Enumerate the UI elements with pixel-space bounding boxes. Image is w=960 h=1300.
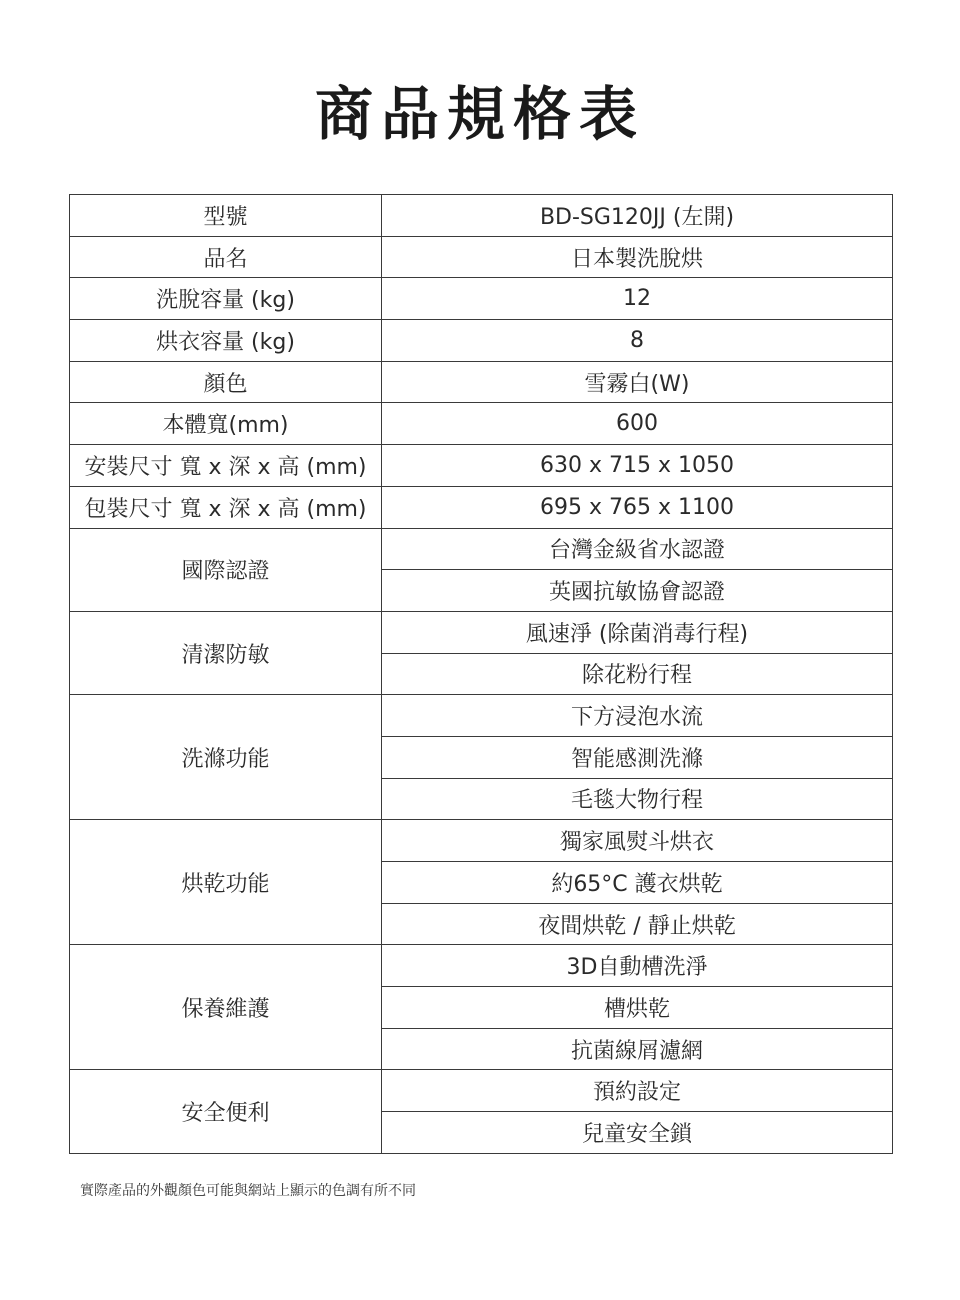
spec-label: 包裝尺寸 寬 x 深 x 高 (mm) bbox=[70, 486, 382, 528]
spec-label: 洗滌功能 bbox=[70, 695, 382, 820]
spec-value: 夜間烘乾 / 靜止烘乾 bbox=[382, 903, 893, 945]
spec-label: 清潔防敏 bbox=[70, 611, 382, 694]
spec-value: 雪霧白(W) bbox=[382, 361, 893, 403]
spec-value: 預約設定 bbox=[382, 1070, 893, 1112]
table-row bbox=[70, 528, 893, 570]
spec-value: 日本製洗脫烘 bbox=[382, 236, 893, 278]
spec-label: 顏色 bbox=[70, 361, 382, 403]
spec-value: 抗菌線屑濾網 bbox=[382, 1028, 893, 1070]
spec-table bbox=[69, 194, 893, 1154]
spec-value: 695 x 765 x 1100 bbox=[382, 486, 893, 528]
table-row bbox=[70, 945, 893, 987]
table-row bbox=[70, 361, 893, 403]
spec-value: 3D自動槽洗淨 bbox=[382, 945, 893, 987]
spec-value: 8 bbox=[382, 320, 893, 362]
spec-value: 風速淨 (除菌消毒行程) bbox=[382, 611, 893, 653]
spec-value: 獨家風熨斗烘衣 bbox=[382, 820, 893, 862]
table-row bbox=[70, 236, 893, 278]
spec-value: 下方浸泡水流 bbox=[382, 695, 893, 737]
spec-label: 安裝尺寸 寬 x 深 x 高 (mm) bbox=[70, 445, 382, 487]
spec-label: 本體寬(mm) bbox=[70, 403, 382, 445]
table-row bbox=[70, 820, 893, 862]
spec-table-body bbox=[70, 195, 893, 1154]
spec-value: 毛毯大物行程 bbox=[382, 778, 893, 820]
spec-value: 智能感測洗滌 bbox=[382, 736, 893, 778]
spec-label: 烘乾功能 bbox=[70, 820, 382, 945]
spec-value: 除花粉行程 bbox=[382, 653, 893, 695]
spec-value: 約65°C 護衣烘乾 bbox=[382, 862, 893, 904]
page-title: 商品規格表 bbox=[314, 80, 645, 148]
disclaimer-note: 實際產品的外觀顏色可能與網站上顯示的色調有所不同 bbox=[80, 1183, 416, 1199]
spec-label: 安全便利 bbox=[70, 1070, 382, 1153]
spec-label: 保養維護 bbox=[70, 945, 382, 1070]
spec-value: 12 bbox=[382, 278, 893, 320]
table-row bbox=[70, 195, 893, 237]
table-row bbox=[70, 278, 893, 320]
table-row bbox=[70, 695, 893, 737]
spec-label: 國際認證 bbox=[70, 528, 382, 611]
spec-value: BD-SG120JJ (左開) bbox=[382, 195, 893, 237]
spec-label: 洗脫容量 (kg) bbox=[70, 278, 382, 320]
table-row bbox=[70, 320, 893, 362]
table-row bbox=[70, 445, 893, 487]
table-row bbox=[70, 486, 893, 528]
spec-value: 600 bbox=[382, 403, 893, 445]
spec-value: 槽烘乾 bbox=[382, 987, 893, 1029]
spec-value: 兒童安全鎖 bbox=[382, 1112, 893, 1154]
table-row bbox=[70, 611, 893, 653]
spec-value: 英國抗敏協會認證 bbox=[382, 570, 893, 612]
table-row bbox=[70, 403, 893, 445]
spec-value: 台灣金級省水認證 bbox=[382, 528, 893, 570]
table-row bbox=[70, 1070, 893, 1112]
spec-label: 品名 bbox=[70, 236, 382, 278]
spec-value: 630 x 715 x 1050 bbox=[382, 445, 893, 487]
spec-label: 型號 bbox=[70, 195, 382, 237]
spec-label: 烘衣容量 (kg) bbox=[70, 320, 382, 362]
